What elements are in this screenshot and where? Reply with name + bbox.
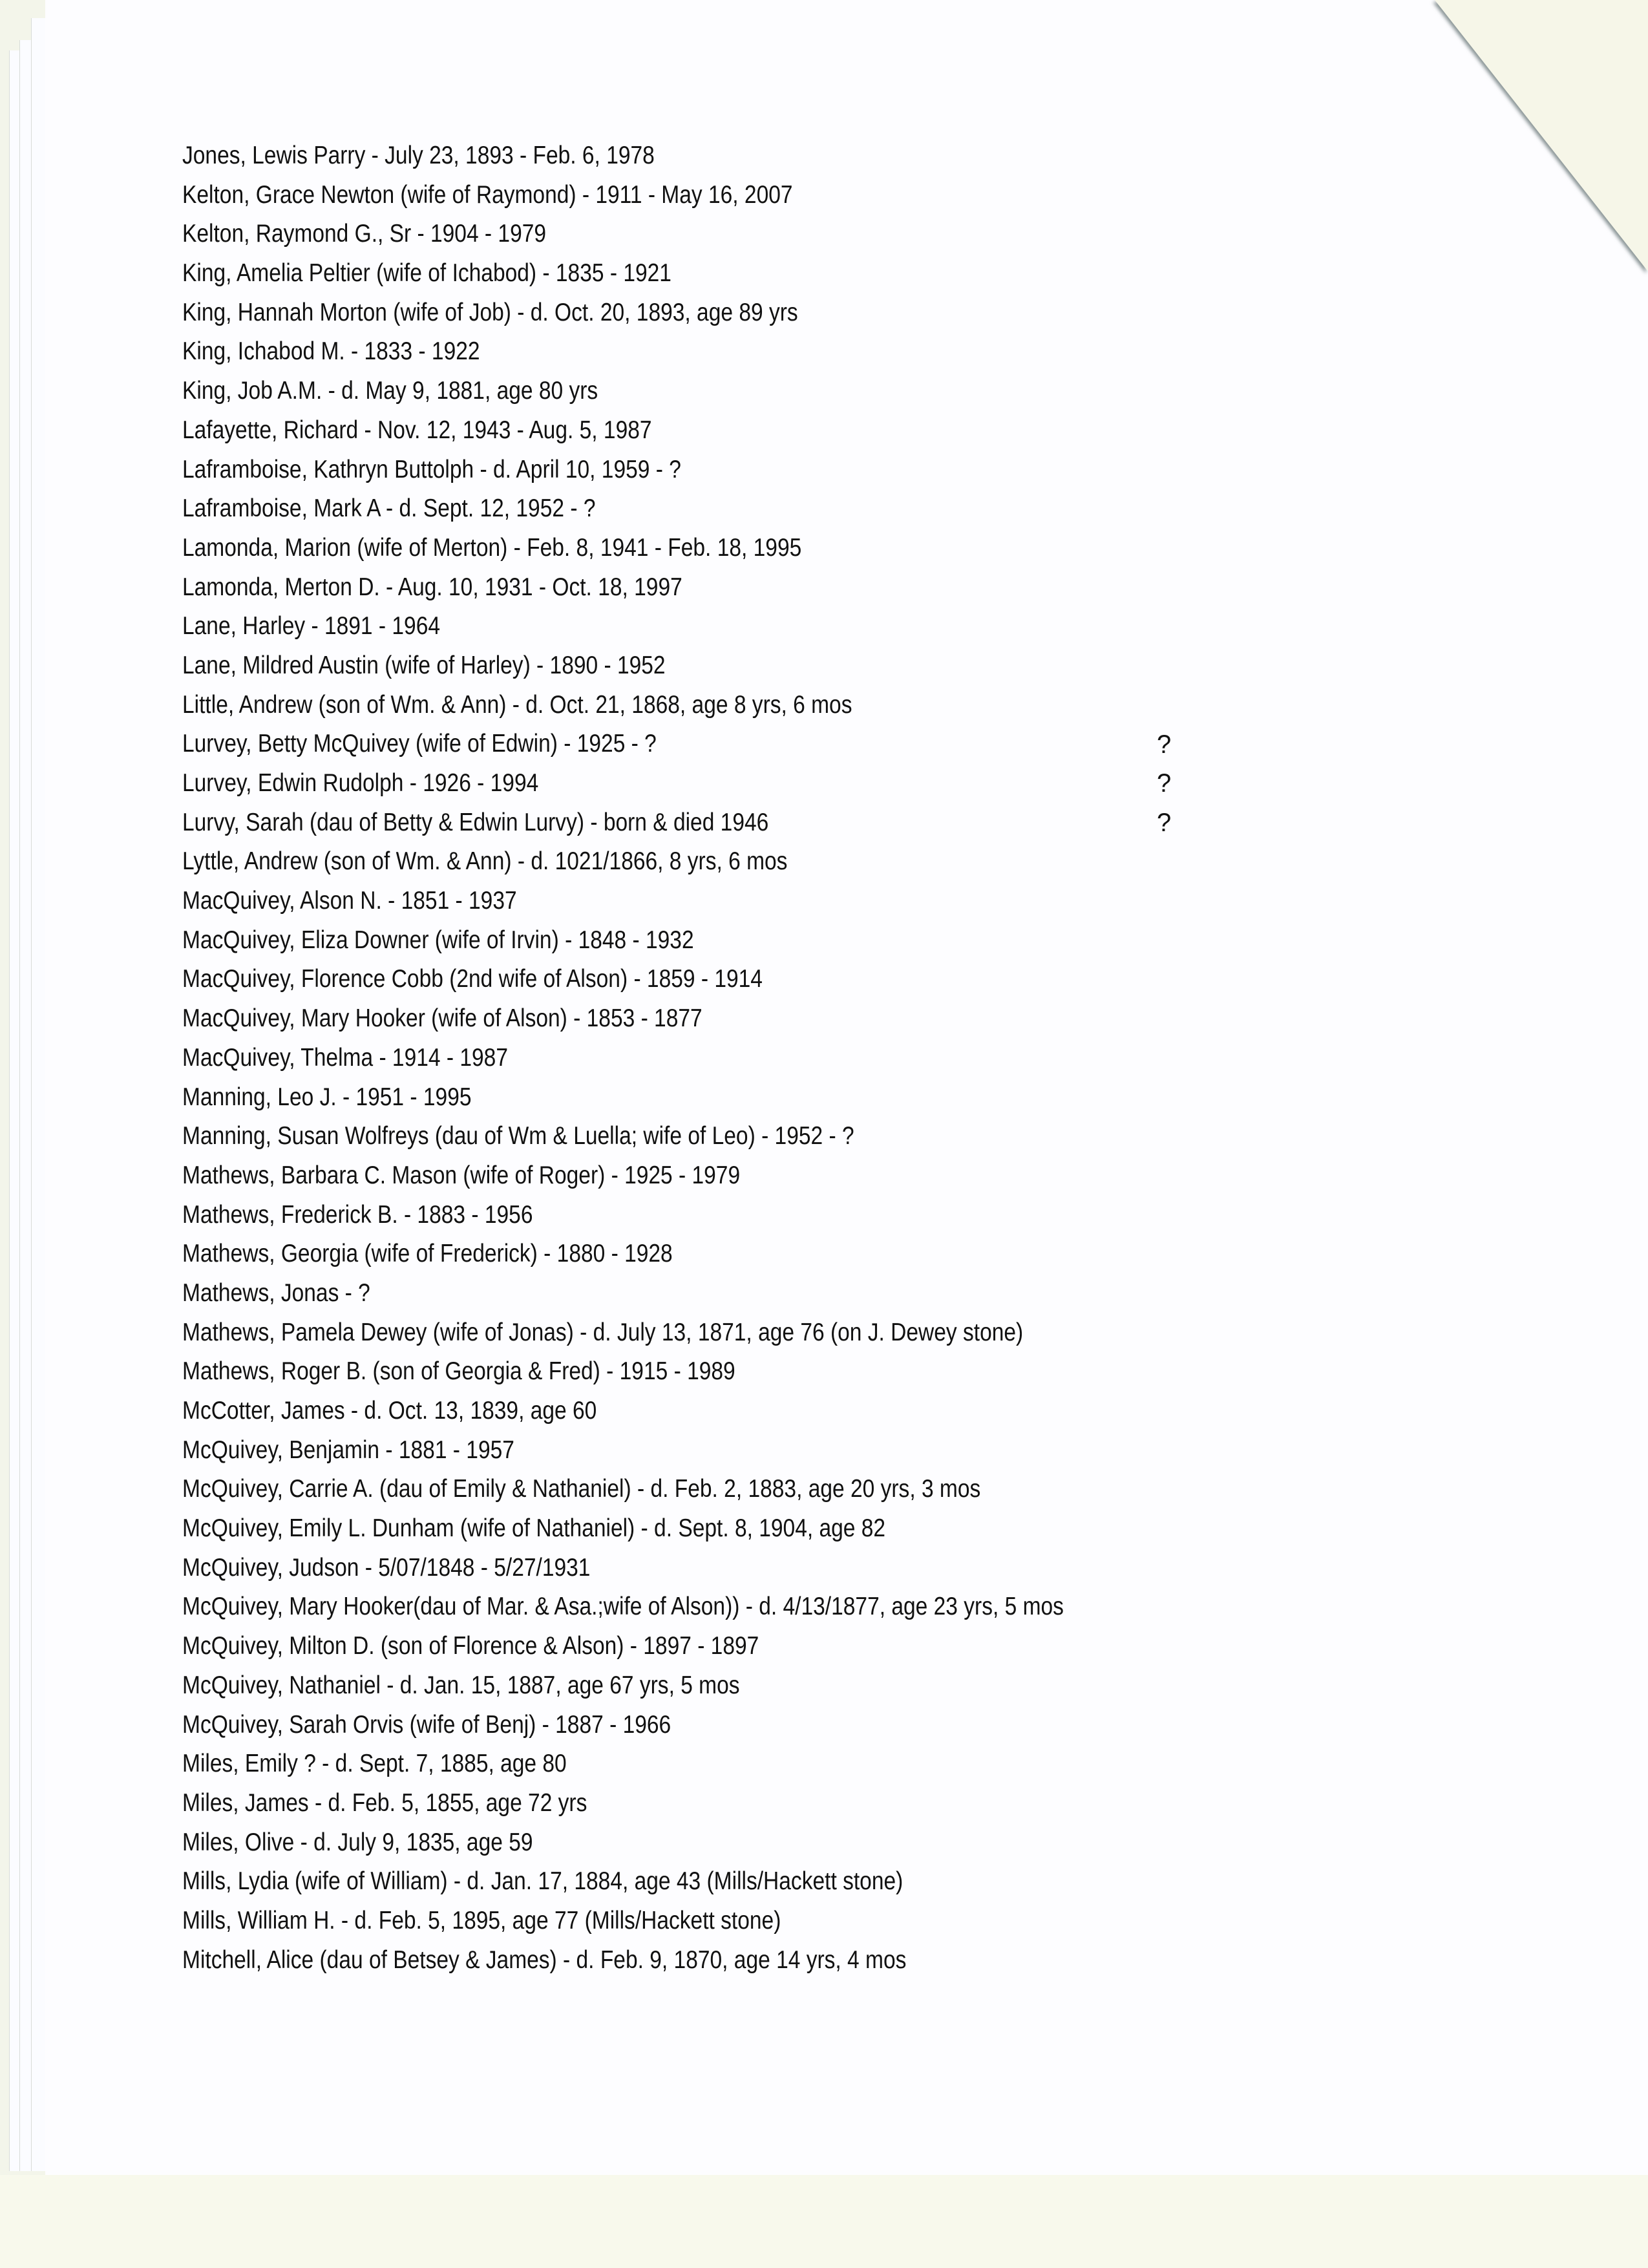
burial-entry: Manning, Leo J. - 1951 - 1995 [182,1083,472,1111]
burial-entry: McQuivey, Carrie A. (dau of Emily & Nathaniel) - d. Feb. 2, 1883, age 20 yrs, 3 mos [182,1475,981,1503]
burial-entry: McQuivey, Emily L. Dunham (wife of Nathaniel) - d. Sept. 8, 1904, age 82 [182,1514,886,1543]
question-mark-flag: ? [1157,808,1172,837]
question-mark-flag: ? [1157,769,1172,798]
burial-entry: King, Ichabod M. - 1833 - 1922 [182,337,480,366]
burial-entry: Laframboise, Mark A - d. Sept. 12, 1952 - ? [182,494,596,523]
burial-entry: Mathews, Jonas - ? [182,1278,370,1307]
burial-entry: Lurvy, Sarah (dau of Betty & Edwin Lurvy) - born & died 1946 [182,808,769,836]
burial-entry: Lurvey, Betty McQuivey (wife of Edwin) - 1925 - ? [182,730,657,758]
question-mark-flag: ? [1157,730,1172,759]
scanner-bed-background [0,2175,1648,2268]
burial-entry: McQuivey, Milton D. (son of Florence & Alson) - 1897 - 1897 [182,1632,759,1660]
burial-entry: Mathews, Roger B. (son of Georgia & Fred) - 1915 - 1989 [182,1357,735,1386]
burial-entry: McQuivey, Benjamin - 1881 - 1957 [182,1436,514,1464]
burial-entry-list [182,143,1207,1986]
burial-entry: King, Amelia Peltier (wife of Ichabod) - 1835 - 1921 [182,259,671,288]
burial-entry: Lurvey, Edwin Rudolph - 1926 - 1994 [182,769,539,797]
burial-entry: McQuivey, Mary Hooker(dau of Mar. & Asa.;wife of Alson)) - d. 4/13/1877, age 23 yrs, 5 mos [182,1593,1064,1621]
burial-entry: Lamonda, Merton D. - Aug. 10, 1931 - Oct. 18, 1997 [182,573,682,601]
burial-entry: MacQuivey, Mary Hooker (wife of Alson) - 1853 - 1877 [182,1004,703,1033]
burial-entry: Kelton, Grace Newton (wife of Raymond) - 1911 - May 16, 2007 [182,180,793,209]
burial-entry: Lafayette, Richard - Nov. 12, 1943 - Aug. 5, 1987 [182,416,652,444]
burial-entry: Miles, Emily ? - d. Sept. 7, 1885, age 80 [182,1750,567,1778]
burial-entry: Laframboise, Kathryn Buttolph - d. April 10, 1959 - ? [182,455,681,483]
burial-entry: Mathews, Frederick B. - 1883 - 1956 [182,1200,533,1229]
burial-entry: Mathews, Georgia (wife of Frederick) - 1880 - 1928 [182,1240,673,1268]
burial-entry: Mitchell, Alice (dau of Betsey & James) - d. Feb. 9, 1870, age 14 yrs, 4 mos [182,1945,907,1974]
burial-entry: Little, Andrew (son of Wm. & Ann) - d. Oct. 21, 1868, age 8 yrs, 6 mos [182,690,852,719]
burial-entry: Mathews, Pamela Dewey (wife of Jonas) - d. July 13, 1871, age 76 (on J. Dewey stone) [182,1318,1024,1346]
burial-entry: Lamonda, Marion (wife of Merton) - Feb. 8, 1941 - Feb. 18, 1995 [182,533,802,562]
folded-corner [1435,0,1648,271]
burial-entry: MacQuivey, Eliza Downer (wife of Irvin) - 1848 - 1932 [182,926,694,954]
burial-entry: MacQuivey, Florence Cobb (2nd wife of Alson) - 1859 - 1914 [182,965,763,993]
burial-entry: Miles, Olive - d. July 9, 1835, age 59 [182,1828,533,1856]
burial-entry: Lane, Harley - 1891 - 1964 [182,612,441,641]
burial-entry: Manning, Susan Wolfreys (dau of Wm & Luella; wife of Leo) - 1952 - ? [182,1122,854,1150]
burial-entry: Kelton, Raymond G., Sr - 1904 - 1979 [182,220,547,248]
burial-entry: McQuivey, Nathaniel - d. Jan. 15, 1887, age 67 yrs, 5 mos [182,1671,740,1699]
burial-entry: Mills, Lydia (wife of William) - d. Jan. 17, 1884, age 43 (Mills/Hackett stone) [182,1867,903,1896]
burial-entry: Jones, Lewis Parry - July 23, 1893 - Feb. 6, 1978 [182,142,655,169]
burial-entry: McCotter, James - d. Oct. 13, 1839, age 60 [182,1397,597,1425]
burial-entry: MacQuivey, Thelma - 1914 - 1987 [182,1043,508,1072]
burial-entry: Mills, William H. - d. Feb. 5, 1895, age 77 (Mills/Hackett stone) [182,1906,781,1934]
burial-entry: Mathews, Barbara C. Mason (wife of Roger) - 1925 - 1979 [182,1161,741,1189]
burial-entry: MacQuivey, Alson N. - 1851 - 1937 [182,887,517,915]
burial-entry: King, Hannah Morton (wife of Job) - d. Oct. 20, 1893, age 89 yrs [182,298,798,326]
burial-entry: McQuivey, Judson - 5/07/1848 - 5/27/1931 [182,1553,591,1582]
burial-entry: Miles, James - d. Feb. 5, 1855, age 72 yrs [182,1788,587,1817]
burial-entry: Lyttle, Andrew (son of Wm. & Ann) - d. 1021/1866, 8 yrs, 6 mos [182,847,788,876]
burial-entry: King, Job A.M. - d. May 9, 1881, age 80 yrs [182,377,598,405]
burial-entry: McQuivey, Sarah Orvis (wife of Benj) - 1887 - 1966 [182,1710,671,1739]
burial-entry: Lane, Mildred Austin (wife of Harley) - 1890 - 1952 [182,651,666,679]
